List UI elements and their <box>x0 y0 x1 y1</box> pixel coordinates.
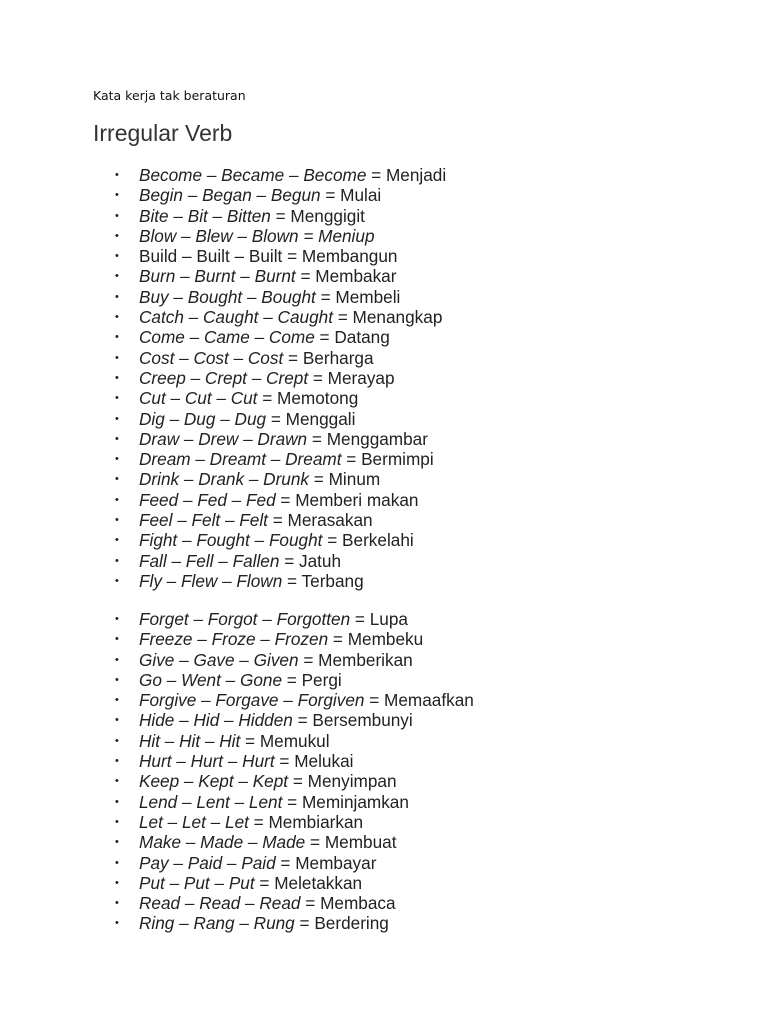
bullet-icon: • <box>115 673 119 686</box>
verb-meaning: = Membiarkan <box>248 811 364 832</box>
list-item <box>93 246 446 266</box>
verb-meaning: = Berharga <box>283 347 374 368</box>
verb-forms: Hit – Hit – Hit <box>139 730 241 751</box>
list-item <box>93 629 474 649</box>
list-item <box>93 368 446 388</box>
verb-meaning: Build – Built – Built = Membangun <box>139 246 398 267</box>
verb-forms: Cut – Cut – Cut <box>139 388 258 409</box>
bullet-icon: • <box>115 897 119 910</box>
verb-forms: Begin – Began – Begun <box>139 185 321 206</box>
verb-forms: Come – Came – Come <box>139 327 315 348</box>
bullet-icon: • <box>115 371 119 384</box>
verb-forms: Creep – Crept – Crept <box>139 367 309 388</box>
list-item <box>93 812 474 832</box>
verb-meaning: = Berkelahi <box>322 530 414 551</box>
verb-meaning: = Menggali <box>266 408 356 429</box>
list-item <box>93 792 474 812</box>
verb-meaning: = Memberi makan <box>275 489 419 510</box>
verb-forms: Forget – Forgot – Forgotten <box>139 609 351 629</box>
list-item <box>93 650 474 670</box>
verb-meaning: = Membeku <box>328 629 424 650</box>
list-item <box>93 913 474 933</box>
list-item <box>93 551 446 571</box>
list-item <box>93 206 446 226</box>
list-item <box>93 388 446 408</box>
page-title: Irregular Verb <box>93 120 233 146</box>
bullet-icon: • <box>115 392 119 405</box>
verb-forms: Let – Let – Let <box>139 811 249 832</box>
verb-forms: Bite – Bit – Bitten <box>139 205 271 226</box>
bullet-icon: • <box>115 493 119 506</box>
verb-meaning: = Bersembunyi <box>292 710 413 731</box>
verb-forms: Ring – Rang – Rung <box>139 913 295 934</box>
bullet-icon: • <box>115 554 119 567</box>
list-item <box>93 609 474 629</box>
verb-meaning: = Berdering <box>294 913 389 934</box>
verb-meaning: = Memaafkan <box>364 690 474 711</box>
bullet-icon: • <box>115 633 119 646</box>
verb-meaning: = Memberikan <box>298 649 413 670</box>
list-item <box>93 690 474 710</box>
bullet-icon: • <box>115 534 119 547</box>
list-item <box>93 710 474 730</box>
verb-meaning: = Meminjamkan <box>282 791 409 812</box>
bullet-icon: • <box>115 613 119 625</box>
bullet-icon: • <box>115 917 119 930</box>
verb-forms: Become – Became – Become <box>139 165 367 185</box>
bullet-icon: • <box>115 189 119 202</box>
verb-forms: Burn – Burnt – Burnt <box>139 266 296 287</box>
bullet-icon: • <box>115 270 119 283</box>
bullet-icon: • <box>115 290 119 303</box>
verb-forms: Make – Made – Made <box>139 832 306 853</box>
bullet-icon: • <box>115 351 119 364</box>
verb-meaning: = Datang <box>314 327 390 348</box>
verb-list-2 <box>93 609 474 934</box>
verb-meaning: = Menangkap <box>332 307 443 328</box>
verb-meaning: = Merayap <box>308 367 395 388</box>
bullet-icon: • <box>115 795 119 808</box>
list-item <box>93 165 446 185</box>
bullet-icon: • <box>115 856 119 869</box>
list-item <box>93 266 446 286</box>
verb-forms: Read – Read – Read <box>139 893 301 914</box>
list-item <box>93 327 446 347</box>
verb-meaning: = Bermimpi <box>341 449 434 470</box>
bullet-icon: • <box>115 209 119 222</box>
list-item <box>93 307 446 327</box>
verb-forms: Fall – Fell – Fallen <box>139 550 280 571</box>
list-item <box>93 287 446 307</box>
bullet-icon: • <box>115 755 119 768</box>
verb-forms: Lend – Lent – Lent <box>139 791 283 812</box>
verb-meaning: = Membaca <box>300 893 396 914</box>
bullet-icon: • <box>115 815 119 828</box>
list-item <box>93 429 446 449</box>
bullet-icon: • <box>115 694 119 707</box>
verb-meaning: = Membayar <box>275 852 377 873</box>
list-item <box>93 731 474 751</box>
bullet-icon: • <box>115 574 119 587</box>
bullet-icon: • <box>115 169 119 181</box>
list-item <box>93 185 446 205</box>
bullet-icon: • <box>115 836 119 849</box>
verb-forms: Put – Put – Put <box>139 872 255 893</box>
bullet-icon: • <box>115 250 119 263</box>
verb-meaning: = Membakar <box>295 266 397 287</box>
verb-forms: Forgive – Forgave – Forgiven <box>139 690 365 711</box>
verb-meaning: = Menjadi <box>366 165 447 185</box>
verb-forms: Drink – Drank – Drunk <box>139 469 310 490</box>
verb-meaning: = Pergi <box>282 669 342 690</box>
verb-forms: Freeze – Froze – Frozen <box>139 629 329 650</box>
list-item <box>93 510 446 530</box>
verb-meaning: = Minum <box>309 469 381 490</box>
verb-forms: Keep – Kept – Kept <box>139 771 289 792</box>
verb-forms: Cost – Cost – Cost <box>139 347 284 368</box>
list-item <box>93 893 474 913</box>
verb-meaning: = Mulai <box>320 185 382 206</box>
verb-meaning: = Memukul <box>240 730 330 751</box>
bullet-icon: • <box>115 331 119 344</box>
bullet-icon: • <box>115 311 119 324</box>
verb-meaning: = Meletakkan <box>254 872 363 893</box>
list-item <box>93 571 446 591</box>
document-subtitle: Kata kerja tak beraturan <box>93 88 246 103</box>
verb-forms: Fight – Fought – Fought <box>139 530 323 551</box>
verb-forms: Blow – Blew – Blown = Meniup <box>139 225 375 246</box>
verb-meaning: = Melukai <box>274 751 354 772</box>
list-item <box>93 873 474 893</box>
verb-forms: Draw – Drew – Drawn <box>139 428 308 449</box>
verb-forms: Fly – Flew – Flown <box>139 570 283 591</box>
verb-meaning: = Jatuh <box>279 550 342 571</box>
bullet-icon: • <box>115 734 119 747</box>
list-item <box>93 771 474 791</box>
verb-meaning: = Menggigit <box>270 205 365 226</box>
bullet-icon: • <box>115 653 119 666</box>
verb-forms: Feed – Fed – Fed <box>139 489 276 510</box>
bullet-icon: • <box>115 412 119 425</box>
verb-forms: Buy – Bought – Bought <box>139 286 316 307</box>
bullet-icon: • <box>115 714 119 727</box>
verb-meaning: = Menyimpan <box>288 771 397 792</box>
list-item <box>93 409 446 429</box>
bullet-icon: • <box>115 229 119 242</box>
verb-meaning: = Membeli <box>315 286 401 307</box>
list-item <box>93 348 446 368</box>
list-item <box>93 832 474 852</box>
verb-list-1 <box>93 165 446 591</box>
bullet-icon: • <box>115 876 119 889</box>
list-item <box>93 490 446 510</box>
list-item <box>93 670 474 690</box>
list-item <box>93 449 446 469</box>
verb-meaning: = Terbang <box>282 570 364 591</box>
verb-meaning: = Lupa <box>350 609 408 629</box>
bullet-icon: • <box>115 432 119 445</box>
verb-forms: Dream – Dreamt – Dreamt <box>139 449 342 470</box>
verb-forms: Go – Went – Gone <box>139 669 282 690</box>
verb-forms: Give – Gave – Given <box>139 649 299 670</box>
verb-forms: Dig – Dug – Dug <box>139 408 267 429</box>
verb-forms: Hide – Hid – Hidden <box>139 710 293 731</box>
bullet-icon: • <box>115 453 119 466</box>
verb-forms: Catch – Caught – Caught <box>139 307 333 328</box>
verb-meaning: = Membuat <box>305 832 397 853</box>
list-item <box>93 751 474 771</box>
list-item <box>93 853 474 873</box>
bullet-icon: • <box>115 775 119 788</box>
verb-meaning: = Merasakan <box>267 510 373 531</box>
list-item <box>93 469 446 489</box>
verb-forms: Hurt – Hurt – Hurt <box>139 751 275 772</box>
verb-meaning: = Menggambar <box>307 428 428 449</box>
list-item <box>93 530 446 550</box>
verb-meaning: = Memotong <box>257 388 359 409</box>
bullet-icon: • <box>115 514 119 527</box>
verb-forms: Pay – Paid – Paid <box>139 852 276 873</box>
verb-forms: Feel – Felt – Felt <box>139 510 268 531</box>
list-item <box>93 226 446 246</box>
bullet-icon: • <box>115 473 119 486</box>
